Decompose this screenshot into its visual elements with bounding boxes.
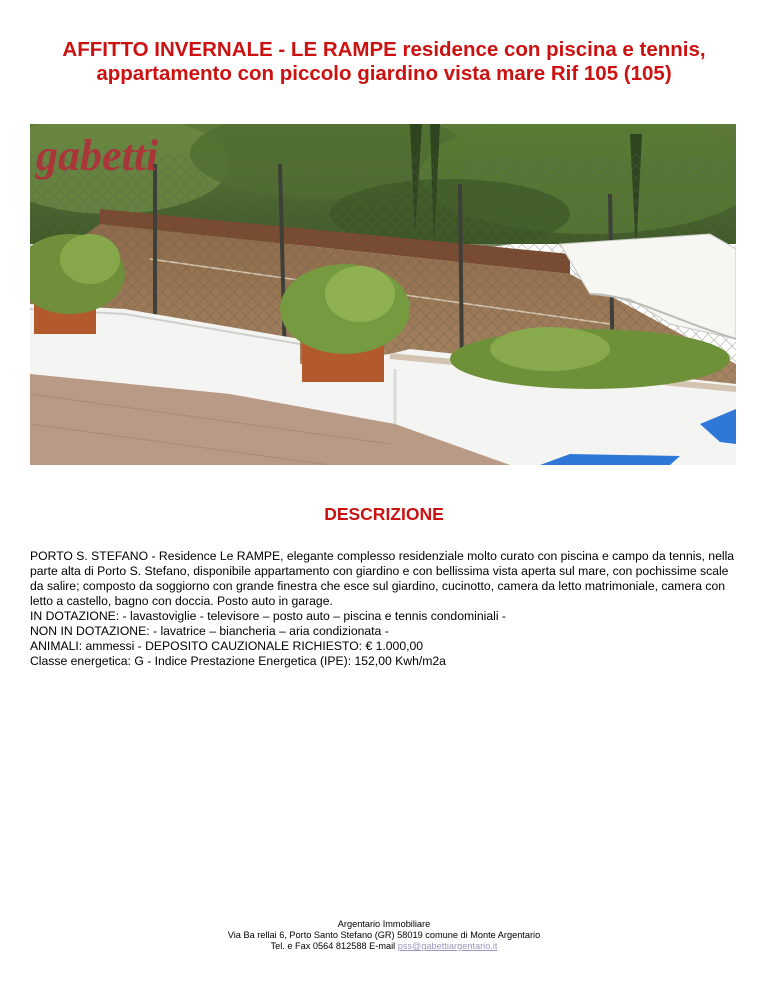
description-body <box>30 549 740 669</box>
footer-phone: Tel. e Fax 0564 812588 E-mail <box>270 941 398 951</box>
description-pets-deposit: ANIMALI: ammessi - DEPOSITO CAUZIONALE RICHIESTO: € 1.000,00 <box>30 639 424 653</box>
footer-address: Via Ba rellai 6, Porto Santo Stefano (GR) 58019 comune di Monte Argentario <box>227 930 541 940</box>
listing-title: AFFITTO INVERNALE - LE RAMPE residence con piscina e tennis, appartamento con piccolo giardino vista mare Rif 105 (105) <box>62 38 706 85</box>
gabetti-watermark-logo: gabetti <box>36 131 159 180</box>
footer-contact <box>0 941 768 952</box>
description-included: IN DOTAZIONE: - lavastoviglie - televisore – posto auto – piscina e tennis condominiali - <box>30 609 506 623</box>
property-photo <box>30 124 736 465</box>
footer-email-link[interactable]: pss@gabettiargentario.it <box>397 941 498 951</box>
description-heading: DESCRIZIONE <box>324 504 444 524</box>
footer-company: Argentario Immobiliare <box>337 919 431 929</box>
description-paragraph: PORTO S. STEFANO - Residence Le RAMPE, elegante complesso residenziale molto curato con piscina e campo da tennis, nella parte alta di Porto S. Stefano, disponibile appartamento con giardino e con bellissima vista aperta sul mare, con pochissime scale da salire; composto da soggiorno con grande finestra che esce sul giardino, cucinotto, camera da letto matrimoniale, camera con letto a castello, bagno con doccia. Posto auto in garage. <box>30 549 735 608</box>
description-energy-class: Classe energetica: G - Indice Prestazione Energetica (IPE): 152,00 Kwh/m2a <box>30 654 446 668</box>
description-not-included: NON IN DOTAZIONE: - lavatrice – biancheria – aria condizionata - <box>30 624 389 638</box>
footer <box>0 919 768 952</box>
